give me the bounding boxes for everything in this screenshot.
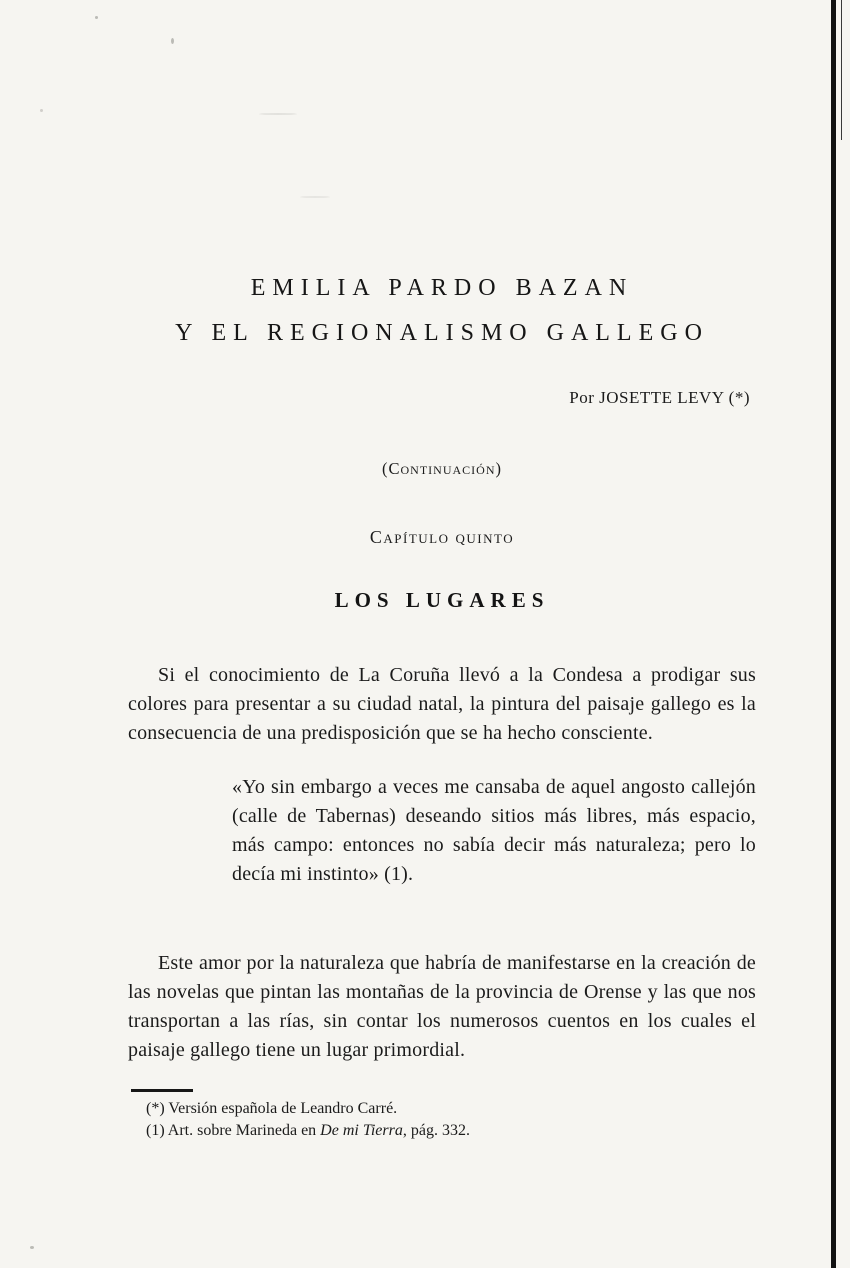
footnote-1-work-title: De mi Tierra [320,1122,403,1139]
continuation-note: (Continuación) [382,459,502,478]
chapter-heading: Capítulo quinto [369,527,515,547]
article-title-line1: EMILIA PARDO BAZAN [250,275,634,301]
article-title [128,266,756,356]
footnote-1-page: , pág. 332. [402,1122,470,1139]
section-heading: LOS LUGARES [334,588,550,612]
footnotes [128,1098,756,1142]
scan-speckle [40,109,43,112]
paragraph-1: Si el conocimiento de La Coruña llevó a la Condesa a prodigar sus colores para presentar a su ciudad natal, la pintura del paisaje gallego es la consecuencia de una predisposición que se ha hecho consciente. [128,664,756,744]
page-edge-line [831,0,836,1268]
article-title-line2: Y EL REGIONALISMO GALLEGO [175,320,709,346]
byline: Por JOSETTE LEVY (*) [569,388,750,407]
block-quote: «Yo sin embargo a veces me cansaba de aquel angosto callejón (calle de Tabernas) deseando sitios más libres, más espacio, más campo: entonces no sabía decir más naturaleza; pero lo decía mi instinto» (1). [232,776,756,885]
footnote-1 [128,1120,756,1142]
page-edge-line-thin [841,0,842,140]
footnote-1-text: (1) Art. sobre Marineda en [146,1122,321,1139]
scan-speckle [30,1246,34,1249]
scan-speckle [95,16,98,19]
scan-speckle [171,38,174,44]
paragraph-2: Este amor por la naturaleza que habría de manifestarse en la creación de las novelas que pintan las montañas de la provincia de Orense y las que nos transportan a las rías, sin contar los numerosos cuentos en los cuales el paisaje gallego tiene un lugar primordial. [128,952,756,1061]
footnote-star: (*) Versión española de Leandro Carré. [146,1100,398,1117]
footnote-separator [131,1089,193,1092]
scan-smudge [259,113,297,115]
scan-smudge [300,196,330,198]
